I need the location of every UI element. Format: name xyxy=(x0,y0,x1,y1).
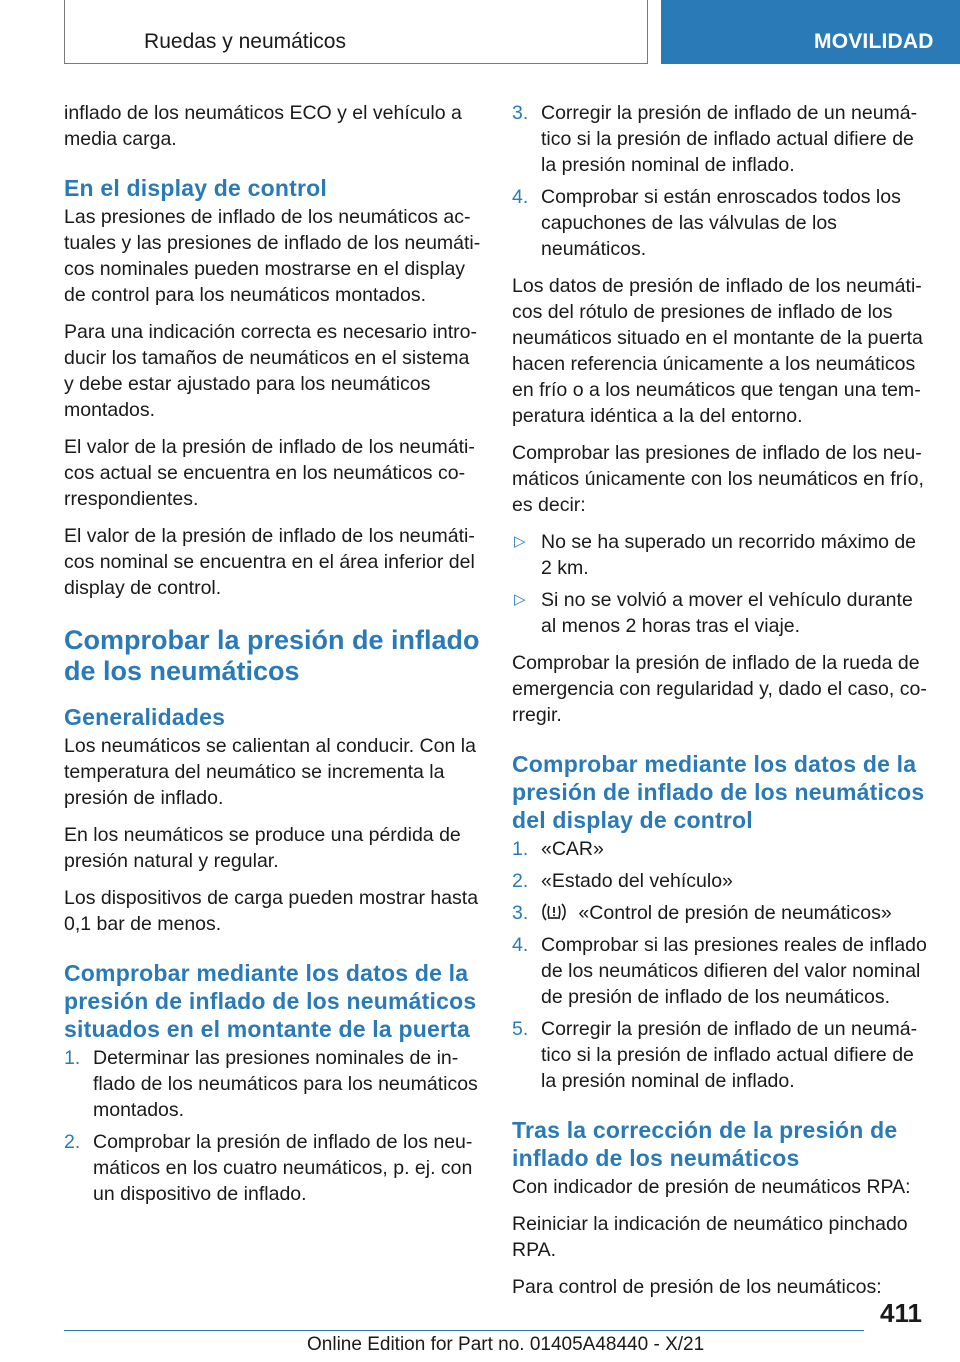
paragraph: Reiniciar la indicación de neumático pinchado RPA. xyxy=(512,1213,908,1261)
paragraph: El valor de la presión de inflado de los neumáticos actual se encuentra en los neumáticos correspondientes. xyxy=(64,436,475,510)
step-text: «Control de presión de neumáticos» xyxy=(578,902,892,924)
step-number: 4. xyxy=(512,186,529,208)
chapter-tab xyxy=(661,0,960,64)
list-item xyxy=(512,1016,932,1094)
list-item xyxy=(512,932,932,1010)
paragraph: Los neumáticos se calientan al conducir. Con la temperatura del neumático se incrementa la presión de inflado. xyxy=(64,735,476,809)
step-number: 5. xyxy=(512,1018,529,1040)
display-steps-list xyxy=(512,836,932,1094)
door-steps-list xyxy=(64,1045,482,1207)
tire-pressure-warning-icon xyxy=(541,902,567,922)
step-number: 2. xyxy=(512,870,529,892)
check-pressure-heading: Comprobar la presión de inflado de los neumáticos xyxy=(64,625,480,686)
list-item xyxy=(512,868,932,894)
step-text: Comprobar la presión de inflado de los neumáticos en los cuatro neumáticos, p. ej. con un dispositivo de inflado. xyxy=(93,1131,473,1205)
bullet-text: No se ha superado un recorrido máximo de 2 km. xyxy=(541,531,917,579)
section-title: Ruedas y neumáticos xyxy=(144,30,346,53)
footer-divider xyxy=(64,1330,864,1331)
paragraph: Para control de presión de los neumáticos: xyxy=(512,1276,882,1298)
intro-paragraph: inflado de los neumáticos ECO y el vehículo a media carga. xyxy=(64,102,462,150)
list-item xyxy=(512,100,932,178)
list-item xyxy=(64,1045,482,1123)
display-data-heading: Comprobar mediante los datos de la presión de inflado de los neumáticos del display de control xyxy=(512,751,925,833)
door-steps-continued xyxy=(512,100,932,262)
paragraph: Con indicador de presión de neumáticos RPA: xyxy=(512,1176,911,1198)
step-number: 1. xyxy=(64,1047,81,1069)
right-column xyxy=(512,100,932,1311)
paragraph: Los datos de presión de inflado de los neumáticos del rótulo de presiones de inflado de los neumáticos situado en el montante de la puerta hacen referencia únicamente a los neumáticos en frío o a los neumáticos que tengan una temperatura idéntica a la del entorno. xyxy=(512,275,923,427)
paragraph: Las presiones de inflado de los neumáticos actuales y las presiones de inflado de los neumáticos nominales pueden mostrarse en el display de control para los neumáticos montados. xyxy=(64,206,481,306)
display-heading: En el display de control xyxy=(64,175,327,201)
paragraph: Comprobar la presión de inflado de la rueda de emergencia con regularidad y, dado el caso, corregir. xyxy=(512,652,927,726)
paragraph: Comprobar las presiones de inflado de los neumáticos únicamente con los neumáticos en frío, es decir: xyxy=(512,442,924,516)
chapter-title: MOVILIDAD xyxy=(814,30,934,53)
list-item xyxy=(512,529,932,581)
step-text: Corregir la presión de inflado de un neumático si la presión de inflado actual difiere de la presión nominal de inflado. xyxy=(541,102,918,176)
list-item xyxy=(512,900,932,926)
cold-tire-conditions xyxy=(512,529,932,639)
step-text: «Estado del vehículo» xyxy=(541,870,733,892)
step-text: Comprobar si están enroscados todos los capuchones de las válvulas de los neumáticos. xyxy=(541,186,901,260)
step-number: 1. xyxy=(512,838,529,860)
page-number: 411 xyxy=(880,1298,922,1328)
step-number: 3. xyxy=(512,902,529,924)
step-text: Comprobar si las presiones reales de inflado de los neumáticos difieren del valor nominal de presión de inflado de los neumáticos. xyxy=(541,934,927,1008)
general-heading: Generalidades xyxy=(64,704,226,730)
step-text: Corregir la presión de inflado de un neumático si la presión de inflado actual difiere de la presión nominal de inflado. xyxy=(541,1018,918,1092)
step-text: Determinar las presiones nominales de inflado de los neumáticos para los neumáticos montados. xyxy=(93,1047,478,1121)
after-correction-heading: Tras la corrección de la presión de inflado de los neumáticos xyxy=(512,1117,898,1171)
list-item xyxy=(512,836,932,862)
list-item xyxy=(64,1129,482,1207)
triangle-bullet-icon: ▷ xyxy=(514,591,526,608)
paragraph: Los dispositivos de carga pueden mostrar hasta 0,1 bar de menos. xyxy=(64,887,479,935)
footer-edition: Online Edition for Part no. 01405A48440 - X/21 xyxy=(307,1334,705,1355)
step-number: 3. xyxy=(512,102,529,124)
door-pillar-heading: Comprobar mediante los datos de la presión de inflado de los neumáticos situados en el montante de la puerta xyxy=(64,960,477,1042)
paragraph: En los neumáticos se produce una pérdida de presión natural y regular. xyxy=(64,824,461,872)
step-number: 2. xyxy=(64,1131,81,1153)
bullet-text: Si no se volvió a mover el vehículo durante al menos 2 horas tras el viaje. xyxy=(541,589,913,637)
left-column xyxy=(64,100,482,1218)
list-item xyxy=(512,184,932,262)
triangle-bullet-icon: ▷ xyxy=(514,533,526,550)
list-item xyxy=(512,587,932,639)
paragraph: El valor de la presión de inflado de los neumáticos nominal se encuentra en el área inferior del display de control. xyxy=(64,525,475,599)
step-text: «CAR» xyxy=(541,838,604,860)
step-number: 4. xyxy=(512,934,529,956)
paragraph: Para una indicación correcta es necesario introducir los tamaños de neumáticos en el sistema y debe estar ajustado para los neumáticos montados. xyxy=(64,321,477,421)
